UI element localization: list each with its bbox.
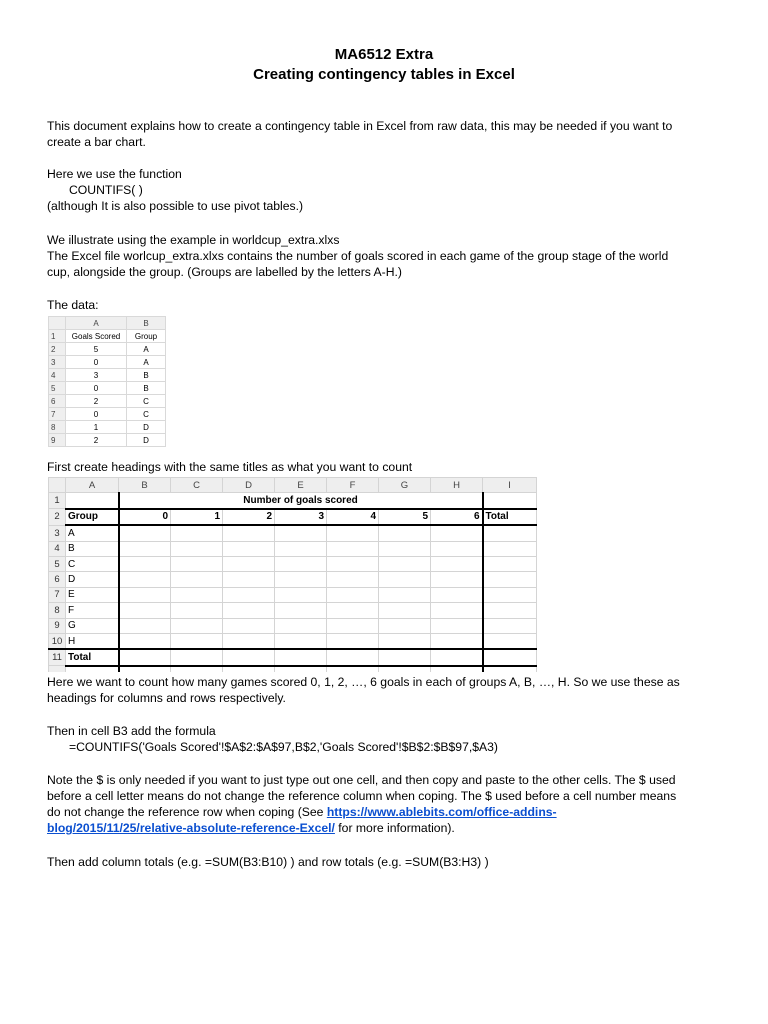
table-row: 5 C — [49, 556, 537, 571]
table-row: 9 G — [49, 618, 537, 633]
count-paragraph: Here we want to count how many games scored 0, 1, 2, …, 6 goals in each of groups A, B, …, H. So we use these as headings for columns and rows respectively. — [47, 675, 680, 705]
total-header: Total — [483, 509, 537, 525]
function-paragraph: Here we use the function COUNTIFS( ) (although It is also possible to use pivot tables.) — [47, 166, 727, 214]
table-row: 3 0 A — [49, 356, 166, 369]
table-row: 6 2 C — [49, 395, 166, 408]
contingency-sheet: A B C D E F G H I 1 Number of goals scored 2 Group 0 1 2 3 4 5 6 Total 3 A 4 B 5 C 6 D 7 E 8 F 9 G 10 H 11 Total — [48, 477, 537, 672]
ablebits-link[interactable]: https://www.ablebits.com/office-addins- — [326, 805, 557, 819]
table-row: 2 5 A — [49, 343, 166, 356]
merged-title-cell: Number of goals scored — [119, 493, 483, 509]
table-row: 7 E — [49, 587, 537, 602]
table-row: 7 0 C — [49, 408, 166, 421]
data-label: The data: — [47, 298, 99, 312]
col-header-a: A — [66, 317, 127, 330]
table-row: 8 F — [49, 603, 537, 618]
table-row: 4 B — [49, 541, 537, 556]
note-paragraph: Note the $ is only needed if you want to just type out one cell, and then copy and paste to the other cells. The $ used before a cell letter means do not change the reference column when coping. The $ used before a cell number means do not change the reference row when coping (See https://www.ablebits.com/office-addins- blog/2015/11/25/relative-absolute-reference-Excel/ for more information). — [47, 773, 677, 835]
doc-title: MA6512 Extra — [334, 46, 434, 63]
intro-paragraph: This document explains how to create a contingency table in Excel from raw data, this may be needed if you want to create a bar chart. — [47, 119, 673, 149]
header-goals-scored: Goals Scored — [66, 330, 127, 343]
doc-subtitle: Creating contingency tables in Excel — [253, 66, 515, 83]
table-row: 10 H — [49, 633, 537, 649]
table-row: 6 D — [49, 572, 537, 587]
ablebits-link-continued[interactable]: blog/2015/11/25/relative-absolute-reference-Excel/ — [47, 821, 335, 835]
table-row: 3 A — [49, 525, 537, 541]
countifs-formula: =COUNTIFS('Goals Scored'!$A$2:$A$97,B$2,'Goals Scored'!$B$2:$B$97,$A3) — [69, 740, 498, 754]
table-row: 11 Total — [49, 649, 537, 665]
table-row: 4 3 B — [49, 369, 166, 382]
total-row-label: Total — [66, 649, 119, 665]
totals-paragraph: Then add column totals (e.g. =SUM(B3:B10) ) and row totals (e.g. =SUM(B3:H3) ) — [47, 855, 489, 869]
headings-label: First create headings with the same titles as what you want to count — [47, 460, 413, 474]
table-row: 9 2 D — [49, 434, 166, 447]
raw-data-table: A B 1 Goals Scored Group 2 5 A 3 0 A 4 3 B 5 0 B 6 2 C 7 0 C 8 1 D 9 2 D — [48, 316, 166, 447]
example-paragraph: We illustrate using the example in worldcup_extra.xlxs The Excel file worlcup_extra.xlxs contains the number of goals scored in each game of the group stage of the world cup, alongside the group. (Groups are labelled by the letters A-H.) — [47, 233, 669, 279]
formula-paragraph: Then in cell B3 add the formula =COUNTIFS('Goals Scored'!$A$2:$A$97,B$2,'Goals Scored'!$B$2:$B$97,$A3) — [47, 723, 727, 755]
group-header: Group — [66, 509, 119, 525]
table-row: 5 0 B — [49, 382, 166, 395]
col-header-b: B — [127, 317, 166, 330]
table-row: 8 1 D — [49, 421, 166, 434]
function-name: COUNTIFS( ) — [69, 183, 143, 197]
header-group: Group — [127, 330, 166, 343]
